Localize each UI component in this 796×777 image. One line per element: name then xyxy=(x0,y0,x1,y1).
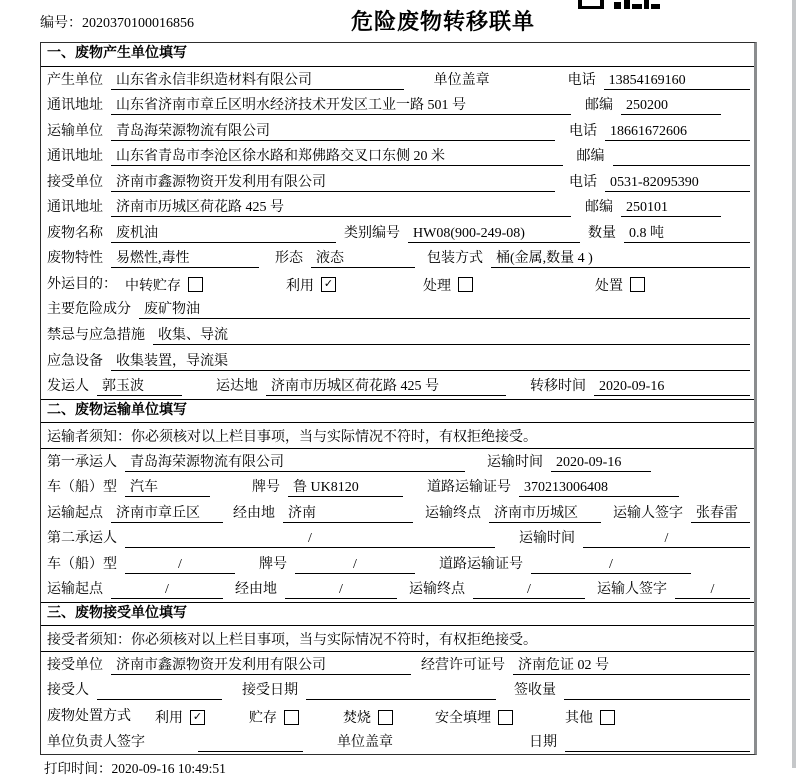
carrier2-label: 第二承运人 xyxy=(47,531,117,547)
row-accept-unit xyxy=(41,652,754,678)
responsible-signature-label: 单位负责人签字 xyxy=(47,734,145,750)
waste-name-field[interactable]: 废机油 xyxy=(111,225,336,243)
carrier2-time-field[interactable]: / xyxy=(583,530,750,548)
row-vehicle1 xyxy=(41,475,754,501)
unit-stamp2-label: 单位盖章 xyxy=(337,734,393,750)
carrier2-time-label: 运输时间 xyxy=(519,531,575,547)
serial-value: 2020370100016856 xyxy=(82,16,194,31)
hazard-components-label: 主要危险成分 xyxy=(47,302,131,318)
producer-phone-field[interactable]: 13854169160 xyxy=(604,72,750,90)
checkbox-dispose[interactable] xyxy=(630,277,645,292)
qr-code-icon xyxy=(578,0,662,9)
route2-via-field[interactable]: / xyxy=(285,581,397,599)
vehicle2-type-label: 车（船）型 xyxy=(47,556,117,572)
row-emergency-equipment xyxy=(41,348,754,374)
checkbox-disposal-utilize[interactable]: ✓ xyxy=(190,710,205,725)
print-time-label: 打印时间： xyxy=(44,761,112,776)
disposal-option-utilize[interactable] xyxy=(155,708,205,726)
row-route2 xyxy=(41,577,754,603)
form-state-label: 形态 xyxy=(275,251,303,267)
row-dispatch xyxy=(41,374,754,400)
purpose-option-transfer-storage[interactable] xyxy=(125,276,203,294)
taboo-measures-label: 禁忌与应急措施 xyxy=(47,328,145,344)
accept-unit-field[interactable]: 济南市鑫源物资开发利用有限公司 xyxy=(111,657,411,675)
route2-end-field[interactable]: / xyxy=(473,581,585,599)
option-label: 其他 xyxy=(565,711,593,727)
accept-date-label: 接受日期 xyxy=(242,683,298,699)
receiver-address-label: 通讯地址 xyxy=(47,200,103,216)
transporter-notice: 运输者须知：你必须核对以上栏目事项，当与实际情况不符时，有权拒绝接受。 xyxy=(41,423,754,449)
receiver-phone-field[interactable]: 0531-82095390 xyxy=(605,174,750,192)
taboo-measures-field[interactable]: 收集、导流 xyxy=(153,327,750,345)
option-label: 贮存 xyxy=(249,711,277,727)
permit-label: 经营许可证号 xyxy=(421,657,505,673)
row-vehicle2 xyxy=(41,551,754,577)
route1-start-label: 运输起点 xyxy=(47,505,103,521)
purpose-option-dispose[interactable] xyxy=(595,276,645,294)
producer-field[interactable]: 山东省永信非织造材料有限公司 xyxy=(111,72,404,90)
row-transporter-address xyxy=(41,144,754,170)
receiver-notice: 接受者须知：你必须核对以上栏目事项，当与实际情况不符时，有权拒绝接受。 xyxy=(41,626,754,652)
receiver-phone-label: 电话 xyxy=(569,174,598,190)
serial-label: 编号： xyxy=(40,16,82,31)
waste-traits-field[interactable]: 易燃性,毒性 xyxy=(111,250,259,268)
producer-label: 产生单位 xyxy=(47,72,103,88)
carrier2-field[interactable]: / xyxy=(125,530,495,548)
section2-header: 二、废物运输单位填写 xyxy=(41,399,754,423)
vehicle2-plate-field[interactable]: / xyxy=(295,556,415,574)
route1-end-field[interactable]: 济南市历城区 xyxy=(489,505,601,523)
receiver-zip-label: 邮编 xyxy=(585,200,613,216)
transporter-address-label: 通讯地址 xyxy=(47,149,103,165)
row-acceptance xyxy=(41,678,754,704)
checkbox-disposal-incinerate[interactable] xyxy=(378,710,393,725)
receiver-address-field[interactable]: 济南市历城区荷花路 425 号 xyxy=(111,199,571,217)
checkbox-treat[interactable] xyxy=(458,277,473,292)
destination-label: 运达地 xyxy=(216,379,258,395)
transporter-zip-field[interactable] xyxy=(613,148,751,166)
route2-via-label: 经由地 xyxy=(235,582,277,598)
checkbox-utilize[interactable]: ✓ xyxy=(321,277,336,292)
carrier1-label: 第一承运人 xyxy=(47,454,117,470)
window-edge xyxy=(792,0,796,768)
row-taboo-measures xyxy=(41,322,754,348)
quantity-field[interactable]: 0.8 吨 xyxy=(624,225,750,243)
option-label: 利用 xyxy=(286,278,314,294)
vehicle1-plate-label: 牌号 xyxy=(252,480,280,496)
checkbox-disposal-other[interactable] xyxy=(600,710,615,725)
vehicle1-type-field[interactable]: 汽车 xyxy=(125,479,210,497)
sign-date-label: 日期 xyxy=(529,734,557,750)
route1-via-label: 经由地 xyxy=(233,505,275,521)
waste-name-label: 废物名称 xyxy=(47,225,103,241)
quantity-label: 数量 xyxy=(588,225,616,241)
row-disposal-method xyxy=(41,703,754,729)
carrier1-field[interactable]: 青岛海荣源物流有限公司 xyxy=(125,454,465,472)
print-time-line xyxy=(44,757,226,777)
route1-sign-field[interactable]: 张春雷 xyxy=(691,505,750,523)
producer-phone-label: 电话 xyxy=(567,72,596,88)
acceptor-field[interactable] xyxy=(97,682,222,700)
vehicle2-type-field[interactable]: / xyxy=(125,556,235,574)
transfer-time-field[interactable]: 2020-09-16 xyxy=(594,378,750,396)
row-producer-address xyxy=(41,93,754,119)
row-receiver xyxy=(41,169,754,195)
print-time-value: 2020-09-16 10:49:51 xyxy=(111,761,226,776)
route1-start-field[interactable]: 济南市章丘区 xyxy=(111,505,223,523)
destination-field[interactable]: 济南市历城区荷花路 425 号 xyxy=(266,378,506,396)
purpose-option-utilize[interactable] xyxy=(286,276,336,294)
row-producer xyxy=(41,67,754,93)
transporter-phone-label: 电话 xyxy=(569,123,598,139)
producer-address-field[interactable]: 山东省济南市章丘区明水经济技术开发区工业一路 501 号 xyxy=(111,97,571,115)
dispatcher-field[interactable]: 郭玉波 xyxy=(97,378,182,396)
route1-sign-label: 运输人签字 xyxy=(613,505,683,521)
hazard-components-field[interactable]: 废矿物油 xyxy=(139,301,750,319)
packaging-field[interactable]: 桶(金属,数量 4 ) xyxy=(491,250,750,268)
disposal-option-other[interactable] xyxy=(565,708,615,726)
vehicle2-plate-label: 牌号 xyxy=(259,556,287,572)
disposal-option-landfill[interactable] xyxy=(435,708,513,726)
row-signature xyxy=(41,729,754,755)
route1-end-label: 运输终点 xyxy=(425,505,481,521)
page-title: 危险废物转移联单 xyxy=(350,9,535,34)
producer-zip-label: 邮编 xyxy=(585,98,613,114)
vehicle1-license-field[interactable]: 370213006408 xyxy=(519,479,679,497)
transporter-address-field[interactable]: 山东省青岛市李沧区徐水路和郑佛路交叉口东侧 20 米 xyxy=(111,148,563,166)
waste-traits-label: 废物特性 xyxy=(47,251,103,267)
route2-sign-label: 运输人签字 xyxy=(597,582,667,598)
dispatcher-label: 发运人 xyxy=(47,379,89,395)
acceptor-label: 接受人 xyxy=(47,683,89,699)
option-label: 焚烧 xyxy=(343,711,371,727)
row-route1 xyxy=(41,500,754,526)
vehicle2-license-field[interactable]: / xyxy=(531,556,691,574)
unit-stamp-label: 单位盖章 xyxy=(433,72,490,88)
accept-date-field[interactable] xyxy=(306,682,496,700)
option-label: 中转贮存 xyxy=(125,278,181,294)
vehicle1-type-label: 车（船）型 xyxy=(47,480,117,496)
disposal-option-incinerate[interactable] xyxy=(343,708,393,726)
disposal-method-label: 废物处置方式 xyxy=(47,709,131,725)
purpose-option-treat[interactable] xyxy=(423,276,473,294)
form-state-field[interactable]: 液态 xyxy=(311,250,415,268)
row-carrier2 xyxy=(41,526,754,552)
transfer-purpose-label: 外运目的： xyxy=(47,276,117,292)
route2-end-label: 运输终点 xyxy=(409,582,465,598)
emergency-equipment-label: 应急设备 xyxy=(47,353,103,369)
vehicle1-plate-field[interactable]: 鲁 UK8120 xyxy=(288,479,403,497)
route2-sign-field[interactable]: / xyxy=(675,581,750,599)
transporter-zip-label: 邮编 xyxy=(576,149,605,165)
row-waste-name xyxy=(41,220,754,246)
route2-start-label: 运输起点 xyxy=(47,582,103,598)
sign-date-field[interactable] xyxy=(565,734,750,752)
route1-via-field[interactable]: 济南 xyxy=(283,505,413,523)
receiver-zip-field[interactable]: 250101 xyxy=(621,199,721,217)
received-qty-label: 签收量 xyxy=(514,683,556,699)
row-transporter xyxy=(41,118,754,144)
row-carrier1 xyxy=(41,449,754,475)
checkbox-transfer-storage[interactable] xyxy=(188,277,203,292)
transporter-field[interactable]: 青岛海荣源物流有限公司 xyxy=(111,123,555,141)
category-code-field[interactable]: HW08(900-249-08) xyxy=(408,225,580,243)
row-transfer-purpose xyxy=(41,271,754,297)
manifest-form xyxy=(40,42,757,755)
option-label: 安全填埋 xyxy=(435,711,491,727)
receiver-label: 接受单位 xyxy=(47,174,103,190)
producer-zip-field[interactable]: 250200 xyxy=(621,97,721,115)
producer-address-label: 通讯地址 xyxy=(47,98,103,114)
transporter-label: 运输单位 xyxy=(47,123,103,139)
row-receiver-address xyxy=(41,195,754,221)
section1-header: 一、废物产生单位填写 xyxy=(41,43,754,67)
transfer-time-label: 转移时间 xyxy=(530,379,586,395)
checkbox-disposal-store[interactable] xyxy=(284,710,299,725)
section3-header: 三、废物接受单位填写 xyxy=(41,602,754,626)
emergency-equipment-field[interactable]: 收集装置，导流渠 xyxy=(111,353,750,371)
row-waste-traits xyxy=(41,246,754,272)
transporter-phone-field[interactable]: 18661672606 xyxy=(605,123,750,141)
accept-unit-label: 接受单位 xyxy=(47,657,103,673)
checkbox-disposal-landfill[interactable] xyxy=(498,710,513,725)
receiver-field[interactable]: 济南市鑫源物资开发利用有限公司 xyxy=(111,174,555,192)
option-label: 利用 xyxy=(155,711,183,727)
responsible-signature-field[interactable] xyxy=(198,734,303,752)
carrier1-time-label: 运输时间 xyxy=(487,454,543,470)
disposal-option-store[interactable] xyxy=(249,708,299,726)
packaging-label: 包装方式 xyxy=(427,251,483,267)
route2-start-field[interactable]: / xyxy=(111,581,223,599)
category-code-label: 类别编号 xyxy=(344,225,400,241)
row-hazard-components xyxy=(41,297,754,323)
vehicle2-license-label: 道路运输证号 xyxy=(439,556,523,572)
received-qty-field[interactable] xyxy=(564,682,750,700)
permit-field[interactable]: 济南危证 02 号 xyxy=(513,657,750,675)
option-label: 处理 xyxy=(423,278,451,294)
carrier1-time-field[interactable]: 2020-09-16 xyxy=(551,454,651,472)
option-label: 处置 xyxy=(595,278,623,294)
vehicle1-license-label: 道路运输证号 xyxy=(427,480,511,496)
